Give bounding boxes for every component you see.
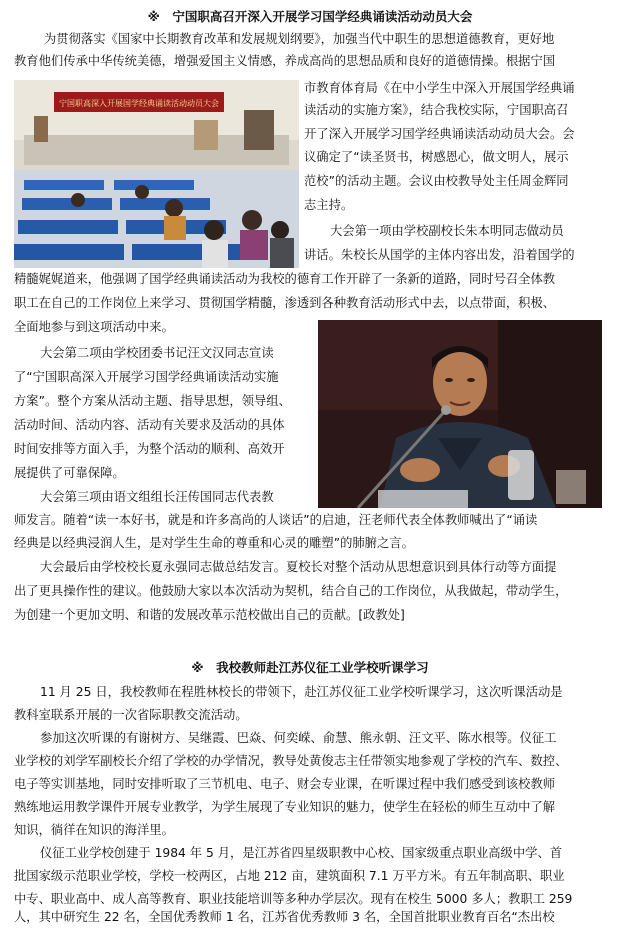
article-1-line: 大会最后由学校校长夏永强同志做总结发言。夏校长对整个活动从思想意识到具体行动等方面提 — [40, 560, 557, 574]
article-1-line: 活动时间、活动内容、活动有关要求及活动的具体 — [14, 418, 285, 432]
article-2-line: 参加这次听课的有谢树方、吴继霞、巴焱、何奕嵘、俞慧、熊永朝、汪文平、陈水根等。仪征工 — [40, 731, 557, 745]
article-1-line: 志主持。 — [304, 198, 354, 212]
article-1-title: ※ 宁国职高召开深入开展学习国学经典诵读活动动员大会 — [147, 9, 473, 24]
article-1-line: 时间安排等方面入手，为整个活动的顺利、高效开 — [14, 442, 285, 456]
article-1-line: 讲话。朱校长从国学的主体内容出发，沿着国学的 — [304, 248, 575, 262]
article-1-line: 方案”。整个方案从活动主题、指导思想，领导组、 — [14, 394, 291, 408]
article-1-line: 经典是以经典浸润人生，是对学生生命的尊重和心灵的雕塑”的肺腑之言。 — [14, 536, 414, 550]
article-1-line: 精髓娓娓道来，他强调了国学经典诵读活动为我校的德育工作开辟了一条新的道路，同时号召全体教 — [14, 272, 556, 286]
article-1-line: 出了更具操作性的建议。他鼓励大家以本次活动为契机，结合自己的工作岗位，从我做起，带动学生， — [14, 584, 568, 598]
article-2-line: 知识，徜徉在知识的海洋里。 — [14, 823, 174, 837]
meeting-hall-photo — [14, 80, 299, 268]
article-2-line: 教科室联系开展的一次省际职教交流活动。 — [14, 708, 248, 722]
article-1-line: 开了深入开展学习国学经典诵读活动动员大会。会 — [304, 127, 575, 141]
speaker-photo — [318, 320, 602, 508]
article-1-line: 大会第三项由语文组组长汪传国同志代表教 — [40, 490, 274, 504]
article-2-line: 中专、职业高中、成人高等教育、职业技能培训等多种办学层次。现有在校生 5000 多人；教职工 259 — [14, 892, 573, 906]
article-1-line: 大会第二项由学校团委书记汪文汉同志宣读 — [40, 346, 274, 360]
article-2-line: 人，其中研究生 22 名，全国优秀教师 1 名，江苏省优秀教师 3 名，全国首批职业教育百名“杰出校 — [14, 910, 555, 924]
photo-banner-text: 宁国职高深入开展国学经典诵读活动动员大会 — [59, 99, 219, 108]
article-1-line: 市教育体育局《在中小学生中深入开展国学经典诵 — [304, 81, 575, 95]
article-1-line: 展提供了可靠保障。 — [14, 466, 125, 480]
article-1-line: 了“宁国职高深入开展学习国学经典诵读活动实施 — [14, 370, 279, 384]
article-1-line: 教育他们传承中华传统美德，增强爱国主义情感，养成高尚的思想品质和良好的道德情操。根据宁国 — [14, 54, 556, 68]
article-1-line: 范校”的活动主题。会议由校教导处主任周金辉同 — [304, 174, 569, 188]
article-2-title: ※ 我校教师赴江苏仪征工业学校听课学习 — [191, 660, 429, 675]
article-1-line: 为创建一个更加文明、和谐的发展改革示范校做出自己的贡献。[政教处] — [14, 608, 405, 622]
article-2-line: 熟练地运用教学课件开展专业教学，为学生展现了专业知识的魅力，使学生在轻松的师生互动中了解 — [14, 800, 556, 814]
article-2-line: 电子等实训基地，同时安排听取了三节机电、电子、财会专业课，在听课过程中我们感受到该校教师 — [14, 777, 556, 791]
article-1-line: 为贯彻落实《国家中长期教育改革和发展规划纲要》，加强当代中职生的思想道德教育，更好地 — [44, 32, 555, 46]
article-1-line: 大会第一项由学校副校长朱本明同志做动员 — [330, 224, 564, 238]
article-2-line: 仪征工业学校创建于 1984 年 5 月，是江苏省四星级职教中心校、国家级重点职业高级中学、首 — [40, 846, 563, 860]
article-1-line: 议确定了“读圣贤书，树感恩心，做文明人，展示 — [304, 150, 569, 164]
article-1-line: 读活动的实施方案》，结合我校实际，宁国职高召 — [304, 103, 569, 117]
article-1-line: 师发言。随着“读一本好书，就是和许多高尚的人谈话”的启迪，汪老师代表全体教师喊出了“诵读 — [14, 513, 538, 527]
article-2-line: 11 月 25 日，我校教师在程胜林校长的带领下，赴江苏仪征工业学校听课学习，这次听课活动是 — [40, 685, 563, 699]
article-2-line: 批国家级示范职业学校，学校一校两区，占地 212 亩，建筑面积 7.1 万平方米。有五年制高职、职业 — [14, 869, 565, 883]
article-1-line: 职工在自己的工作岗位上来学习、贯彻国学精髓，渗透到各种教育活动形式中去，以点带面，积极、 — [14, 296, 556, 310]
article-1-line: 全面地参与到这项活动中来。 — [14, 320, 174, 334]
article-2-line: 业学校的刘学军副校长介绍了学校的办学情况，教导处黄俊志主任带领实地参观了学校的汽车、数控、 — [14, 754, 568, 768]
